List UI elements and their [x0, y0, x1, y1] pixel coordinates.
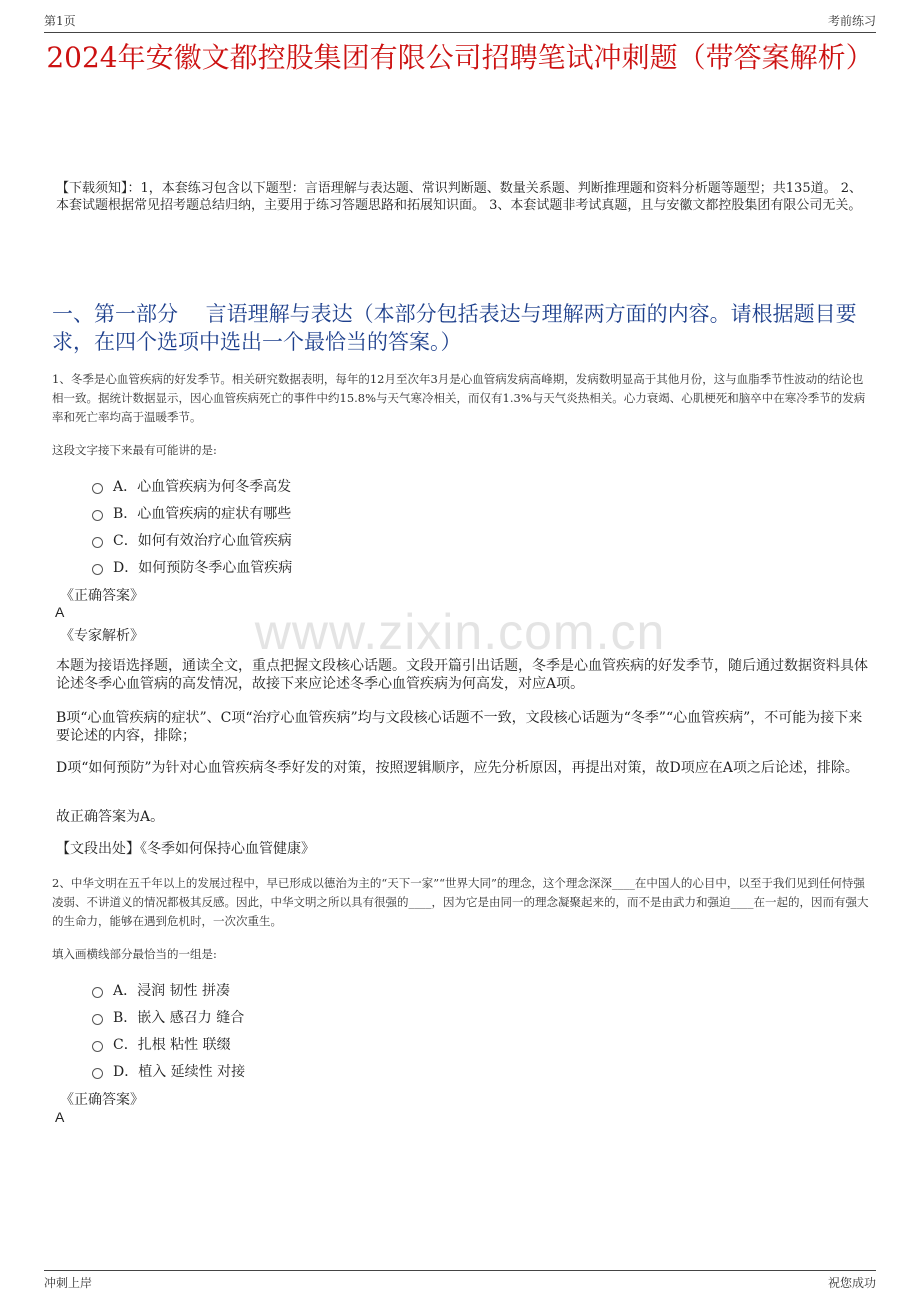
question-2-option-c[interactable]: C．扎根 粘性 联缀: [92, 1030, 245, 1057]
question-1-analysis-1: 本题为接语选择题，通读全文，重点把握文段核心话题。文段开篇引出话题，冬季是心血管疾病的好发季节，随后通过数据资料具体论述冬季心血管病的高发情况，故接下来应论述冬季心血管疾病为何高发，对应A项。: [56, 658, 868, 692]
question-1-options: [92, 472, 292, 580]
question-1-source: 【文段出处】《冬季如何保持心血管健康》: [56, 841, 315, 857]
question-1-option-a[interactable]: A．心血管疾病为何冬季高发: [92, 472, 292, 499]
radio-icon[interactable]: [92, 510, 103, 521]
question-1-analysis-label: 《专家解析》: [60, 628, 144, 644]
question-1-stem: 1、冬季是心血管疾病的好发季节。相关研究数据表明，每年的12月至次年3月是心血管病发病高峰期，发病数明显高于其他月份，这与血脂季节性波动的结论也相一致。据统计数据显示，因心血管疾病死亡的事件中约15.8%与天气寒冷相关，而仅有1.3%与天气炎热相关。心力衰竭、心肌梗死和脑卒中在寒冷季节的发病率和死亡率均高于温暖季节。: [52, 372, 866, 424]
radio-icon[interactable]: [92, 564, 103, 575]
question-2-option-b[interactable]: B．嵌入 感召力 缝合: [92, 1003, 245, 1030]
radio-icon[interactable]: [92, 1068, 103, 1079]
question-1-answer: A: [55, 604, 65, 620]
question-2-options: [92, 976, 245, 1084]
watermark: www.zixin.com.cn: [254, 604, 666, 660]
radio-icon[interactable]: [92, 1041, 103, 1052]
header-label: 考前练习: [827, 14, 876, 28]
question-1-answer-label: 《正确答案》: [60, 588, 144, 604]
page-number: 第1页: [44, 14, 76, 28]
question-2-option-d[interactable]: D．植入 延续性 对接: [92, 1057, 245, 1084]
section-heading: 一、第一部分 言语理解与表达（本部分包括表达与理解两方面的内容。请根据题目要求，在四个选项中选出一个最恰当的答案。）: [52, 302, 857, 354]
question-1-option-b[interactable]: B．心血管疾病的症状有哪些: [92, 499, 292, 526]
question-1-analysis-3: D项“如何预防”为针对心血管疾病冬季好发的对策，按照逻辑顺序，应先分析原因，再提出对策，故D项应在A项之后论述，排除。: [56, 760, 859, 776]
radio-icon[interactable]: [92, 483, 103, 494]
radio-icon[interactable]: [92, 537, 103, 548]
document-title: 2024年安徽文都控股集团有限公司招聘笔试冲刺题（带答案解析）: [46, 41, 874, 74]
download-notice: 【下载须知】：1，本套练习包含以下题型：言语理解与表达题、常识判断题、数量关系题、判断推理题和资料分析题等题型；共135道。 2、本套试题根据常见招考题总结归纳，主要用于练习答题思路和拓展知识面。 3、本套试题非考试真题，且与安徽文都控股集团有限公司无关。: [56, 181, 862, 213]
footer-left-label: 冲刺上岸: [44, 1276, 93, 1290]
question-2-answer: A: [55, 1109, 65, 1125]
page-header: [44, 12, 876, 33]
radio-icon[interactable]: [92, 987, 103, 998]
footer-right-label: 祝您成功: [827, 1276, 876, 1290]
question-1-prompt: 这段文字接下来最有可能讲的是:: [52, 443, 217, 457]
question-2-prompt: 填入画横线部分最恰当的一组是:: [52, 947, 217, 961]
radio-icon[interactable]: [92, 1014, 103, 1025]
page-footer: [44, 1270, 876, 1291]
question-2-answer-label: 《正确答案》: [60, 1092, 144, 1108]
question-2-stem: 2、中华文明在五千年以上的发展过程中，早已形成以德治为主的“天下一家”“世界大同”的理念，这个理念深深____在中国人的心目中，以至于我们见到任何恃强凌弱、不讲道义的情况都极其反感。因此，中华文明之所以具有很强的____，因为它是由同一的理念凝聚起来的，而不是由武力和强迫____在一起的，因而有强大的生命力，能够在遇到危机时，一次次重生。: [52, 876, 869, 928]
question-2-option-a[interactable]: A．浸润 韧性 拼凑: [92, 976, 245, 1003]
question-1-analysis-2: B项“心血管疾病的症状”、C项“治疗心血管疾病”均与文段核心话题不一致，文段核心话题为“冬季”“心血管疾病”，不可能为接下来要论述的内容，排除；: [56, 710, 863, 744]
question-1-analysis-4: 故正确答案为A。: [56, 809, 165, 825]
question-1-option-d[interactable]: D．如何预防冬季心血管疾病: [92, 553, 292, 580]
question-1-option-c[interactable]: C．如何有效治疗心血管疾病: [92, 526, 292, 553]
